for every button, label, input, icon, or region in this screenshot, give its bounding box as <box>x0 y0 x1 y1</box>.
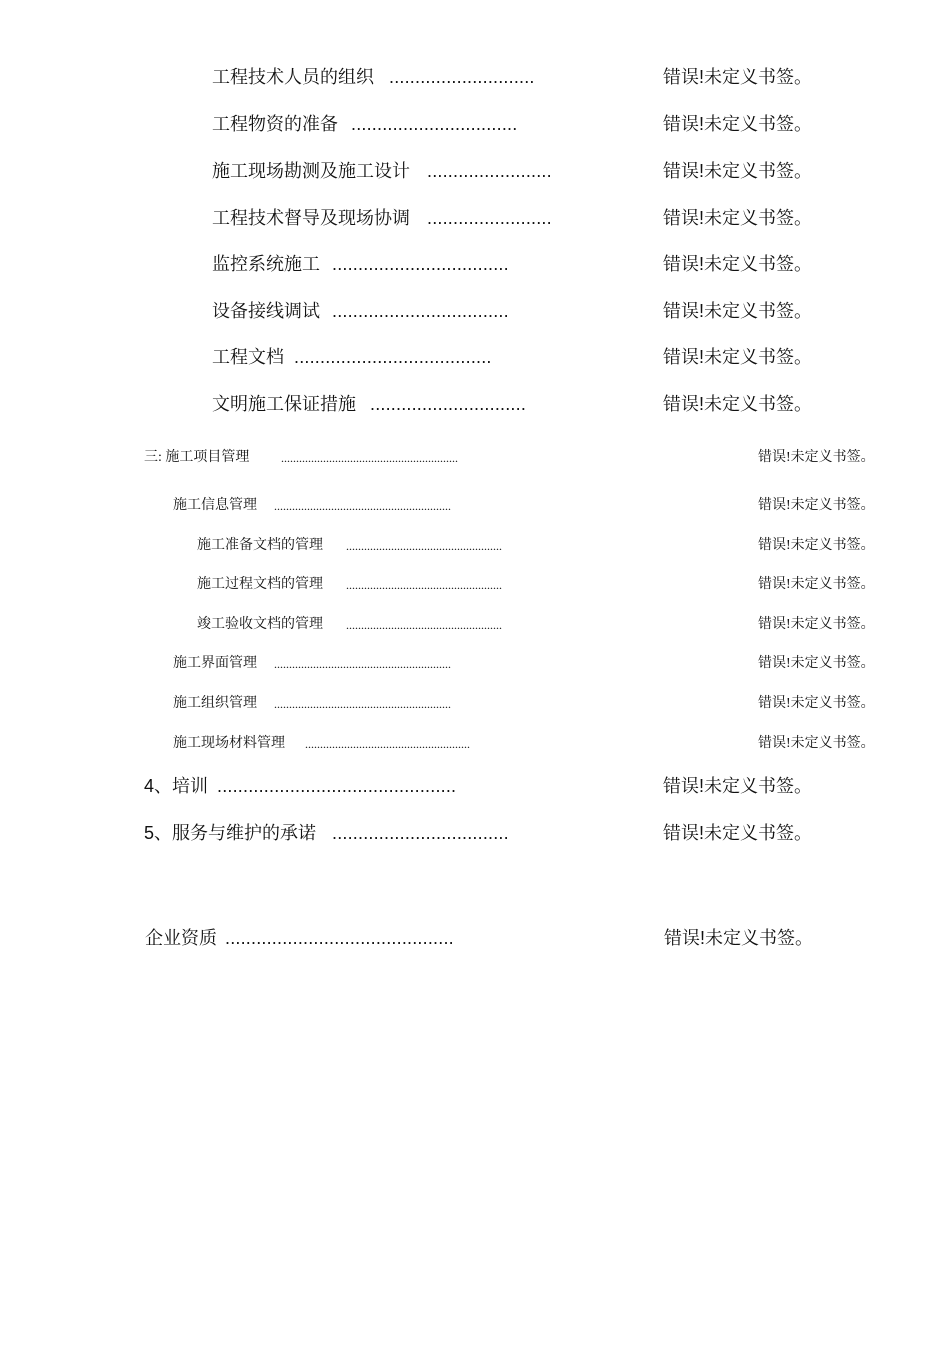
toc-entry[interactable] <box>0 735 950 753</box>
toc-entry[interactable] <box>0 537 950 555</box>
toc-dot-leader: ........................................................... <box>274 697 451 711</box>
toc-entry-title: 工程物资的准备 <box>212 114 338 134</box>
toc-entry[interactable] <box>0 655 950 673</box>
toc-dot-leader: .................................. <box>332 823 509 843</box>
toc-entry[interactable] <box>0 253 950 275</box>
toc-entry-title: 设备接线调试 <box>212 301 320 321</box>
toc-dot-leader: ........................ <box>427 161 552 181</box>
toc-dot-leader: .................................. <box>332 254 509 274</box>
toc-page-ref: 错误!未定义书签。 <box>663 776 813 796</box>
toc-entry-title: 5、服务与维护的承诺 <box>144 823 317 843</box>
toc-dot-leader: ............................................ <box>225 928 454 948</box>
toc-page-ref: 错误!未定义书签。 <box>758 538 875 553</box>
toc-page-ref: 错误!未定义书签。 <box>758 577 875 592</box>
toc-dot-leader: .................................................... <box>346 539 502 553</box>
toc-entry[interactable] <box>0 300 950 322</box>
toc-dot-leader: ........................................................... <box>274 499 451 513</box>
toc-dot-leader: ........................................................... <box>274 657 451 671</box>
toc-entry-title: 文明施工保证措施 <box>212 394 356 414</box>
toc-entry[interactable] <box>0 695 950 713</box>
toc-entry-title: 施工过程文档的管理 <box>197 577 323 592</box>
toc-page-ref: 错误!未定义书签。 <box>663 347 813 367</box>
toc-entry-title: 企业资质 <box>145 928 217 948</box>
toc-dot-leader: .................................. <box>332 301 509 321</box>
toc-page-ref: 错误!未定义书签。 <box>663 67 813 87</box>
toc-entry[interactable] <box>0 113 950 135</box>
toc-page-ref: 错误!未定义书签。 <box>663 394 813 414</box>
toc-page-ref: 错误!未定义书签。 <box>663 161 813 181</box>
toc-entry-title: 工程技术人员的组织 <box>212 67 374 87</box>
toc-dot-leader: ........................................................... <box>281 451 458 465</box>
toc-dot-leader: ............................ <box>389 67 535 87</box>
toc-entry-title: 三: 施工项目管理 <box>144 450 250 465</box>
toc-entry[interactable] <box>0 497 950 515</box>
toc-entry-title: 施工信息管理 <box>173 498 257 513</box>
toc-entry[interactable] <box>0 616 950 634</box>
toc-entry-title: 工程技术督导及现场协调 <box>212 208 410 228</box>
toc-entry-title: 施工准备文档的管理 <box>197 538 323 553</box>
toc-page-ref: 错误!未定义书签。 <box>663 823 813 843</box>
toc-dot-leader: .................................................... <box>346 618 502 632</box>
toc-page-ref: 错误!未定义书签。 <box>758 696 875 711</box>
toc-page-ref: 错误!未定义书签。 <box>663 254 813 274</box>
toc-dot-leader: ................................ <box>351 114 518 134</box>
toc-entry[interactable] <box>0 449 950 467</box>
toc-entry-title: 施工现场材料管理 <box>173 736 285 751</box>
toc-entry-title: 4、培训 <box>144 776 209 796</box>
toc-entry-title: 竣工验收文档的管理 <box>197 617 323 632</box>
toc-entry[interactable] <box>0 207 950 229</box>
toc-page-ref: 错误!未定义书签。 <box>758 617 875 632</box>
toc-entry-title: 施工现场勘测及施工设计 <box>212 161 410 181</box>
toc-entry-title: 施工组织管理 <box>173 696 257 711</box>
toc-dot-leader: ...................................... <box>294 347 492 367</box>
toc-entry[interactable] <box>0 160 950 182</box>
toc-entry[interactable] <box>0 66 950 88</box>
toc-entry[interactable] <box>0 576 950 594</box>
toc-entry[interactable] <box>0 775 950 797</box>
toc-page-ref: 错误!未定义书签。 <box>758 498 875 513</box>
toc-dot-leader: .............................................. <box>217 776 457 796</box>
toc-dot-leader: .............................. <box>370 394 527 414</box>
toc-dot-leader: ........................ <box>427 208 552 228</box>
toc-entry[interactable] <box>0 346 950 368</box>
toc-entry[interactable] <box>0 393 950 415</box>
toc-dot-leader: ....................................................... <box>305 737 470 751</box>
toc-entry[interactable] <box>0 822 950 844</box>
toc-page-ref: 错误!未定义书签。 <box>664 928 814 948</box>
toc-entry[interactable] <box>0 927 950 949</box>
toc-entry-title: 施工界面管理 <box>173 656 257 671</box>
toc-page-ref: 错误!未定义书签。 <box>663 114 813 134</box>
toc-entry-title: 监控系统施工 <box>212 254 320 274</box>
toc-page-ref: 错误!未定义书签。 <box>758 736 875 751</box>
toc-page-ref: 错误!未定义书签。 <box>758 656 875 671</box>
toc-entry-title: 工程文档 <box>212 347 284 367</box>
toc-page-ref: 错误!未定义书签。 <box>663 301 813 321</box>
toc-dot-leader: .................................................... <box>346 578 502 592</box>
toc-page-ref: 错误!未定义书签。 <box>758 450 875 465</box>
toc-page-ref: 错误!未定义书签。 <box>663 208 813 228</box>
